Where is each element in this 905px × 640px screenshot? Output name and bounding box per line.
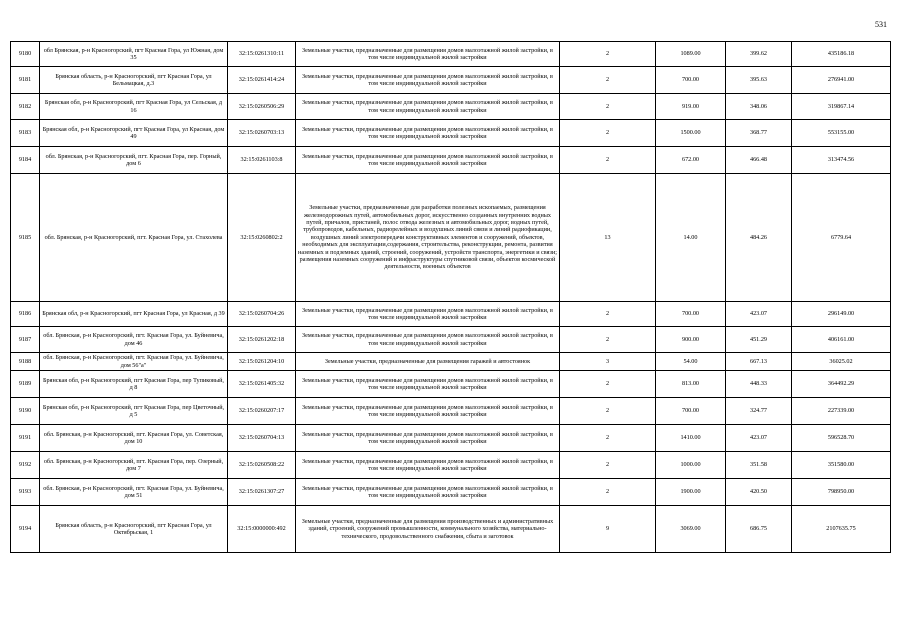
area-cell: 1410.00 bbox=[656, 425, 726, 452]
table-row bbox=[11, 174, 891, 302]
cadastral-value-cell: 6779.64 bbox=[792, 174, 891, 302]
table-row bbox=[11, 67, 891, 94]
cadastral-value-cell: 2107635.75 bbox=[792, 506, 891, 553]
row-number: 9184 bbox=[11, 147, 40, 174]
use-group-cell: 2 bbox=[560, 42, 656, 67]
land-use-purpose-cell: Земельные участки, предназначенные для разработки полезных ископаемых, размещения железнодорожных путей, автомобильных дорог, искусственно созданных внутренних водных путей, причалов, пристаней, полос отвода железных и автомобильных дорог, водных путей, трубопроводов, кабельных, радиорелейных и воздушных линий связи и линий радиофикации, воздушных линий электропередачи конструктивных элементов и сооружений, объектов, необходимых для эксплуатации,содержания, строительства, реконструкции, ремонта, развития наземных и подземных зданий, строений, сооружений, устройств транспорта, энергетики и связи; размещения наземных сооружений и инфраструктуры спутниковой связи, объектов космической деятельности, военных объектов bbox=[296, 174, 560, 302]
address-cell: обл. Брянская, р-н Красногорский, пгт. Красная Гора, ул. Буйневича, дом 46 bbox=[40, 327, 228, 353]
address-cell: обл. Брянская, р-н Красногорский, пгт. Красная Гора, ул. Стахолева bbox=[40, 174, 228, 302]
specific-value-cell: 686.75 bbox=[726, 506, 792, 553]
cadastral-value-cell: 319867.14 bbox=[792, 94, 891, 120]
land-use-purpose-cell: Земельные участки, предназначенные для размещения домов малоэтажной жилой застройки, в том числе индивидуальной жилой застройки bbox=[296, 452, 560, 479]
cadastral-number-cell: 32:15:0261405:32 bbox=[228, 371, 296, 398]
cadastral-number-cell: 32:15:0000000:492 bbox=[228, 506, 296, 553]
cadastral-number-cell: 32:15:0261307:27 bbox=[228, 479, 296, 506]
address-cell: обл. Брянская, р-н Красногорский, пгт. Красная Гора, пер. Горный, дом 6 bbox=[40, 147, 228, 174]
cadastral-number-cell: 32:15:0260506:29 bbox=[228, 94, 296, 120]
address-cell: обл. Брянская, р-н Красногорский, пгт. Красная Гора, ул. Советская, дом 10 bbox=[40, 425, 228, 452]
land-use-purpose-cell: Земельные участки, предназначенные для размещения гаражей и автостоянок bbox=[296, 353, 560, 371]
land-use-purpose-cell: Земельные участки, предназначенные для размещения домов малоэтажной жилой застройки, в том числе индивидуальной жилой застройки bbox=[296, 94, 560, 120]
row-number: 9182 bbox=[11, 94, 40, 120]
address-cell: Брянская обл, р-н Красногорский, пгт Красная Гора, ул Сельская, д 16 bbox=[40, 94, 228, 120]
area-cell: 1900.00 bbox=[656, 479, 726, 506]
address-cell: Брянская обл, р-н Красногорский, пгт Красная Гора, пер Тупиковый, д 8 bbox=[40, 371, 228, 398]
use-group-cell: 2 bbox=[560, 479, 656, 506]
cadastral-number-cell: 32:15:0261204:10 bbox=[228, 353, 296, 371]
table-row bbox=[11, 479, 891, 506]
specific-value-cell: 484.26 bbox=[726, 174, 792, 302]
specific-value-cell: 448.33 bbox=[726, 371, 792, 398]
area-cell: 700.00 bbox=[656, 398, 726, 425]
table-row bbox=[11, 302, 891, 327]
page-number: 531 bbox=[875, 20, 887, 29]
address-cell: Брянская обл, р-н Красногорский, пгт Красная Гора, ул Красная, дом 49 bbox=[40, 120, 228, 147]
area-cell: 900.00 bbox=[656, 327, 726, 353]
specific-value-cell: 399.62 bbox=[726, 42, 792, 67]
land-use-purpose-cell: Земельные участки, предназначенные для размещения домов малоэтажной жилой застройки, в том числе индивидуальной жилой застройки bbox=[296, 302, 560, 327]
land-use-purpose-cell: Земельные участки, предназначенные для размещения домов малоэтажной жилой застройки, в том числе индивидуальной жилой застройки bbox=[296, 42, 560, 67]
row-number: 9187 bbox=[11, 327, 40, 353]
cadastral-value-cell: 406161.00 bbox=[792, 327, 891, 353]
cadastral-number-cell: 32:15:0261103:8 bbox=[228, 147, 296, 174]
area-cell: 14.00 bbox=[656, 174, 726, 302]
specific-value-cell: 423.07 bbox=[726, 302, 792, 327]
use-group-cell: 2 bbox=[560, 425, 656, 452]
table-row bbox=[11, 398, 891, 425]
row-number: 9185 bbox=[11, 174, 40, 302]
cadastral-value-cell: 296149.00 bbox=[792, 302, 891, 327]
use-group-cell: 2 bbox=[560, 398, 656, 425]
specific-value-cell: 324.77 bbox=[726, 398, 792, 425]
cadastral-value-cell: 435186.18 bbox=[792, 42, 891, 67]
row-number: 9188 bbox=[11, 353, 40, 371]
address-cell: обл. Брянская, р-н Красногорский, пгт. Красная Гора, ул. Буйневича, дом 51 bbox=[40, 479, 228, 506]
land-use-purpose-cell: Земельные участки, предназначенные для размещения домов малоэтажной жилой застройки, в том числе индивидуальной жилой застройки bbox=[296, 120, 560, 147]
area-cell: 54.00 bbox=[656, 353, 726, 371]
address-cell: обл. Брянская, р-н Красногорский, пгт. Красная Гора, пер. Озерный, дом 7 bbox=[40, 452, 228, 479]
row-number: 9193 bbox=[11, 479, 40, 506]
use-group-cell: 2 bbox=[560, 452, 656, 479]
cadastral-value-cell: 798950.00 bbox=[792, 479, 891, 506]
area-cell: 672.00 bbox=[656, 147, 726, 174]
use-group-cell: 2 bbox=[560, 67, 656, 94]
table-row bbox=[11, 94, 891, 120]
area-cell: 1089.00 bbox=[656, 42, 726, 67]
row-number: 9192 bbox=[11, 452, 40, 479]
specific-value-cell: 368.77 bbox=[726, 120, 792, 147]
row-number: 9190 bbox=[11, 398, 40, 425]
cadastral-value-cell: 596528.70 bbox=[792, 425, 891, 452]
cadastral-number-cell: 32:15:0261202:18 bbox=[228, 327, 296, 353]
cadastral-number-cell: 32:15:0260703:13 bbox=[228, 120, 296, 147]
land-use-purpose-cell: Земельные участки, предназначенные для размещения домов малоэтажной жилой застройки, в том числе индивидуальной жилой застройки bbox=[296, 327, 560, 353]
row-number: 9194 bbox=[11, 506, 40, 553]
use-group-cell: 3 bbox=[560, 353, 656, 371]
table-row bbox=[11, 120, 891, 147]
cadastral-value-cell: 364492.29 bbox=[792, 371, 891, 398]
row-number: 9191 bbox=[11, 425, 40, 452]
address-cell: обл Брянская, р-н Красногорский, пгт Красная Гора, ул Южная, дом 35 bbox=[40, 42, 228, 67]
use-group-cell: 2 bbox=[560, 120, 656, 147]
cadastral-number-cell: 32:15:0260802:2 bbox=[228, 174, 296, 302]
cadastral-number-cell: 32:15:0260207:17 bbox=[228, 398, 296, 425]
specific-value-cell: 395.63 bbox=[726, 67, 792, 94]
cadastral-number-cell: 32:15:0260704:26 bbox=[228, 302, 296, 327]
table-row bbox=[11, 327, 891, 353]
cadastral-number-cell: 32:15:0260508:22 bbox=[228, 452, 296, 479]
row-number: 9181 bbox=[11, 67, 40, 94]
use-group-cell: 2 bbox=[560, 94, 656, 120]
specific-value-cell: 466.48 bbox=[726, 147, 792, 174]
row-number: 9183 bbox=[11, 120, 40, 147]
land-use-purpose-cell: Земельные участки, предназначенные для размещения домов малоэтажной жилой застройки, в том числе индивидуальной жилой застройки bbox=[296, 67, 560, 94]
table-row bbox=[11, 353, 891, 371]
use-group-cell: 2 bbox=[560, 147, 656, 174]
land-use-purpose-cell: Земельные участки, предназначенные для размещения домов малоэтажной жилой застройки, в том числе индивидуальной жилой застройки bbox=[296, 398, 560, 425]
land-use-purpose-cell: Земельные участки, предназначенные для размещения домов малоэтажной жилой застройки, в том числе индивидуальной жилой застройки bbox=[296, 425, 560, 452]
row-number: 9180 bbox=[11, 42, 40, 67]
cadastral-value-cell: 351580.00 bbox=[792, 452, 891, 479]
area-cell: 919.00 bbox=[656, 94, 726, 120]
use-group-cell: 2 bbox=[560, 302, 656, 327]
address-cell: Брянская обл, р-н Красногорский, пгт Красная Гора, пер Цветочный, д 5 bbox=[40, 398, 228, 425]
address-cell: обл. Брянская, р-н Красногорский, пгт. Красная Гора, ул. Буйневича, дом 56"а" bbox=[40, 353, 228, 371]
area-cell: 1000.00 bbox=[656, 452, 726, 479]
specific-value-cell: 420.50 bbox=[726, 479, 792, 506]
specific-value-cell: 348.06 bbox=[726, 94, 792, 120]
use-group-cell: 13 bbox=[560, 174, 656, 302]
row-number: 9189 bbox=[11, 371, 40, 398]
address-cell: Брянская область, р-н Красногорский, пгт Красная Гора, ул Бельмацкая, д.3 bbox=[40, 67, 228, 94]
table-row bbox=[11, 506, 891, 553]
cadastral-value-table bbox=[10, 41, 891, 553]
cadastral-number-cell: 32:15:0261310:11 bbox=[228, 42, 296, 67]
table-row bbox=[11, 371, 891, 398]
table-row bbox=[11, 425, 891, 452]
row-number: 9186 bbox=[11, 302, 40, 327]
land-use-purpose-cell: Земельные участки, предназначенные для размещения производственных и административных зданий, строений, сооружений промышленности, коммунального хозяйства, материально-технического, продовольственного снабжения, сбыта и заготовок bbox=[296, 506, 560, 553]
area-cell: 700.00 bbox=[656, 302, 726, 327]
specific-value-cell: 451.29 bbox=[726, 327, 792, 353]
cadastral-value-cell: 313474.56 bbox=[792, 147, 891, 174]
cadastral-value-cell: 276941.00 bbox=[792, 67, 891, 94]
area-cell: 700.00 bbox=[656, 67, 726, 94]
land-use-purpose-cell: Земельные участки, предназначенные для размещения домов малоэтажной жилой застройки, в том числе индивидуальной жилой застройки bbox=[296, 147, 560, 174]
cadastral-number-cell: 32:15:0260704:13 bbox=[228, 425, 296, 452]
address-cell: Брянская обл, р-н Красногорский, пгт Красная Гора, ул Красная, д 39 bbox=[40, 302, 228, 327]
table-row bbox=[11, 452, 891, 479]
specific-value-cell: 351.58 bbox=[726, 452, 792, 479]
cadastral-number-cell: 32:15:0261414:24 bbox=[228, 67, 296, 94]
specific-value-cell: 667.13 bbox=[726, 353, 792, 371]
land-use-purpose-cell: Земельные участки, предназначенные для размещения домов малоэтажной жилой застройки, в том числе индивидуальной жилой застройки bbox=[296, 479, 560, 506]
use-group-cell: 9 bbox=[560, 506, 656, 553]
cadastral-value-cell: 227339.00 bbox=[792, 398, 891, 425]
area-cell: 813.00 bbox=[656, 371, 726, 398]
land-use-purpose-cell: Земельные участки, предназначенные для размещения домов малоэтажной жилой застройки, в том числе индивидуальной жилой застройки bbox=[296, 371, 560, 398]
address-cell: Брянская область, р-н Красногорский, пгт Красная Гора, ул Октябрьская, 1 bbox=[40, 506, 228, 553]
area-cell: 1500.00 bbox=[656, 120, 726, 147]
table-row bbox=[11, 147, 891, 174]
specific-value-cell: 423.07 bbox=[726, 425, 792, 452]
use-group-cell: 2 bbox=[560, 327, 656, 353]
cadastral-value-cell: 553155.00 bbox=[792, 120, 891, 147]
table-row bbox=[11, 42, 891, 67]
area-cell: 3069.00 bbox=[656, 506, 726, 553]
use-group-cell: 2 bbox=[560, 371, 656, 398]
cadastral-value-cell: 36025.02 bbox=[792, 353, 891, 371]
